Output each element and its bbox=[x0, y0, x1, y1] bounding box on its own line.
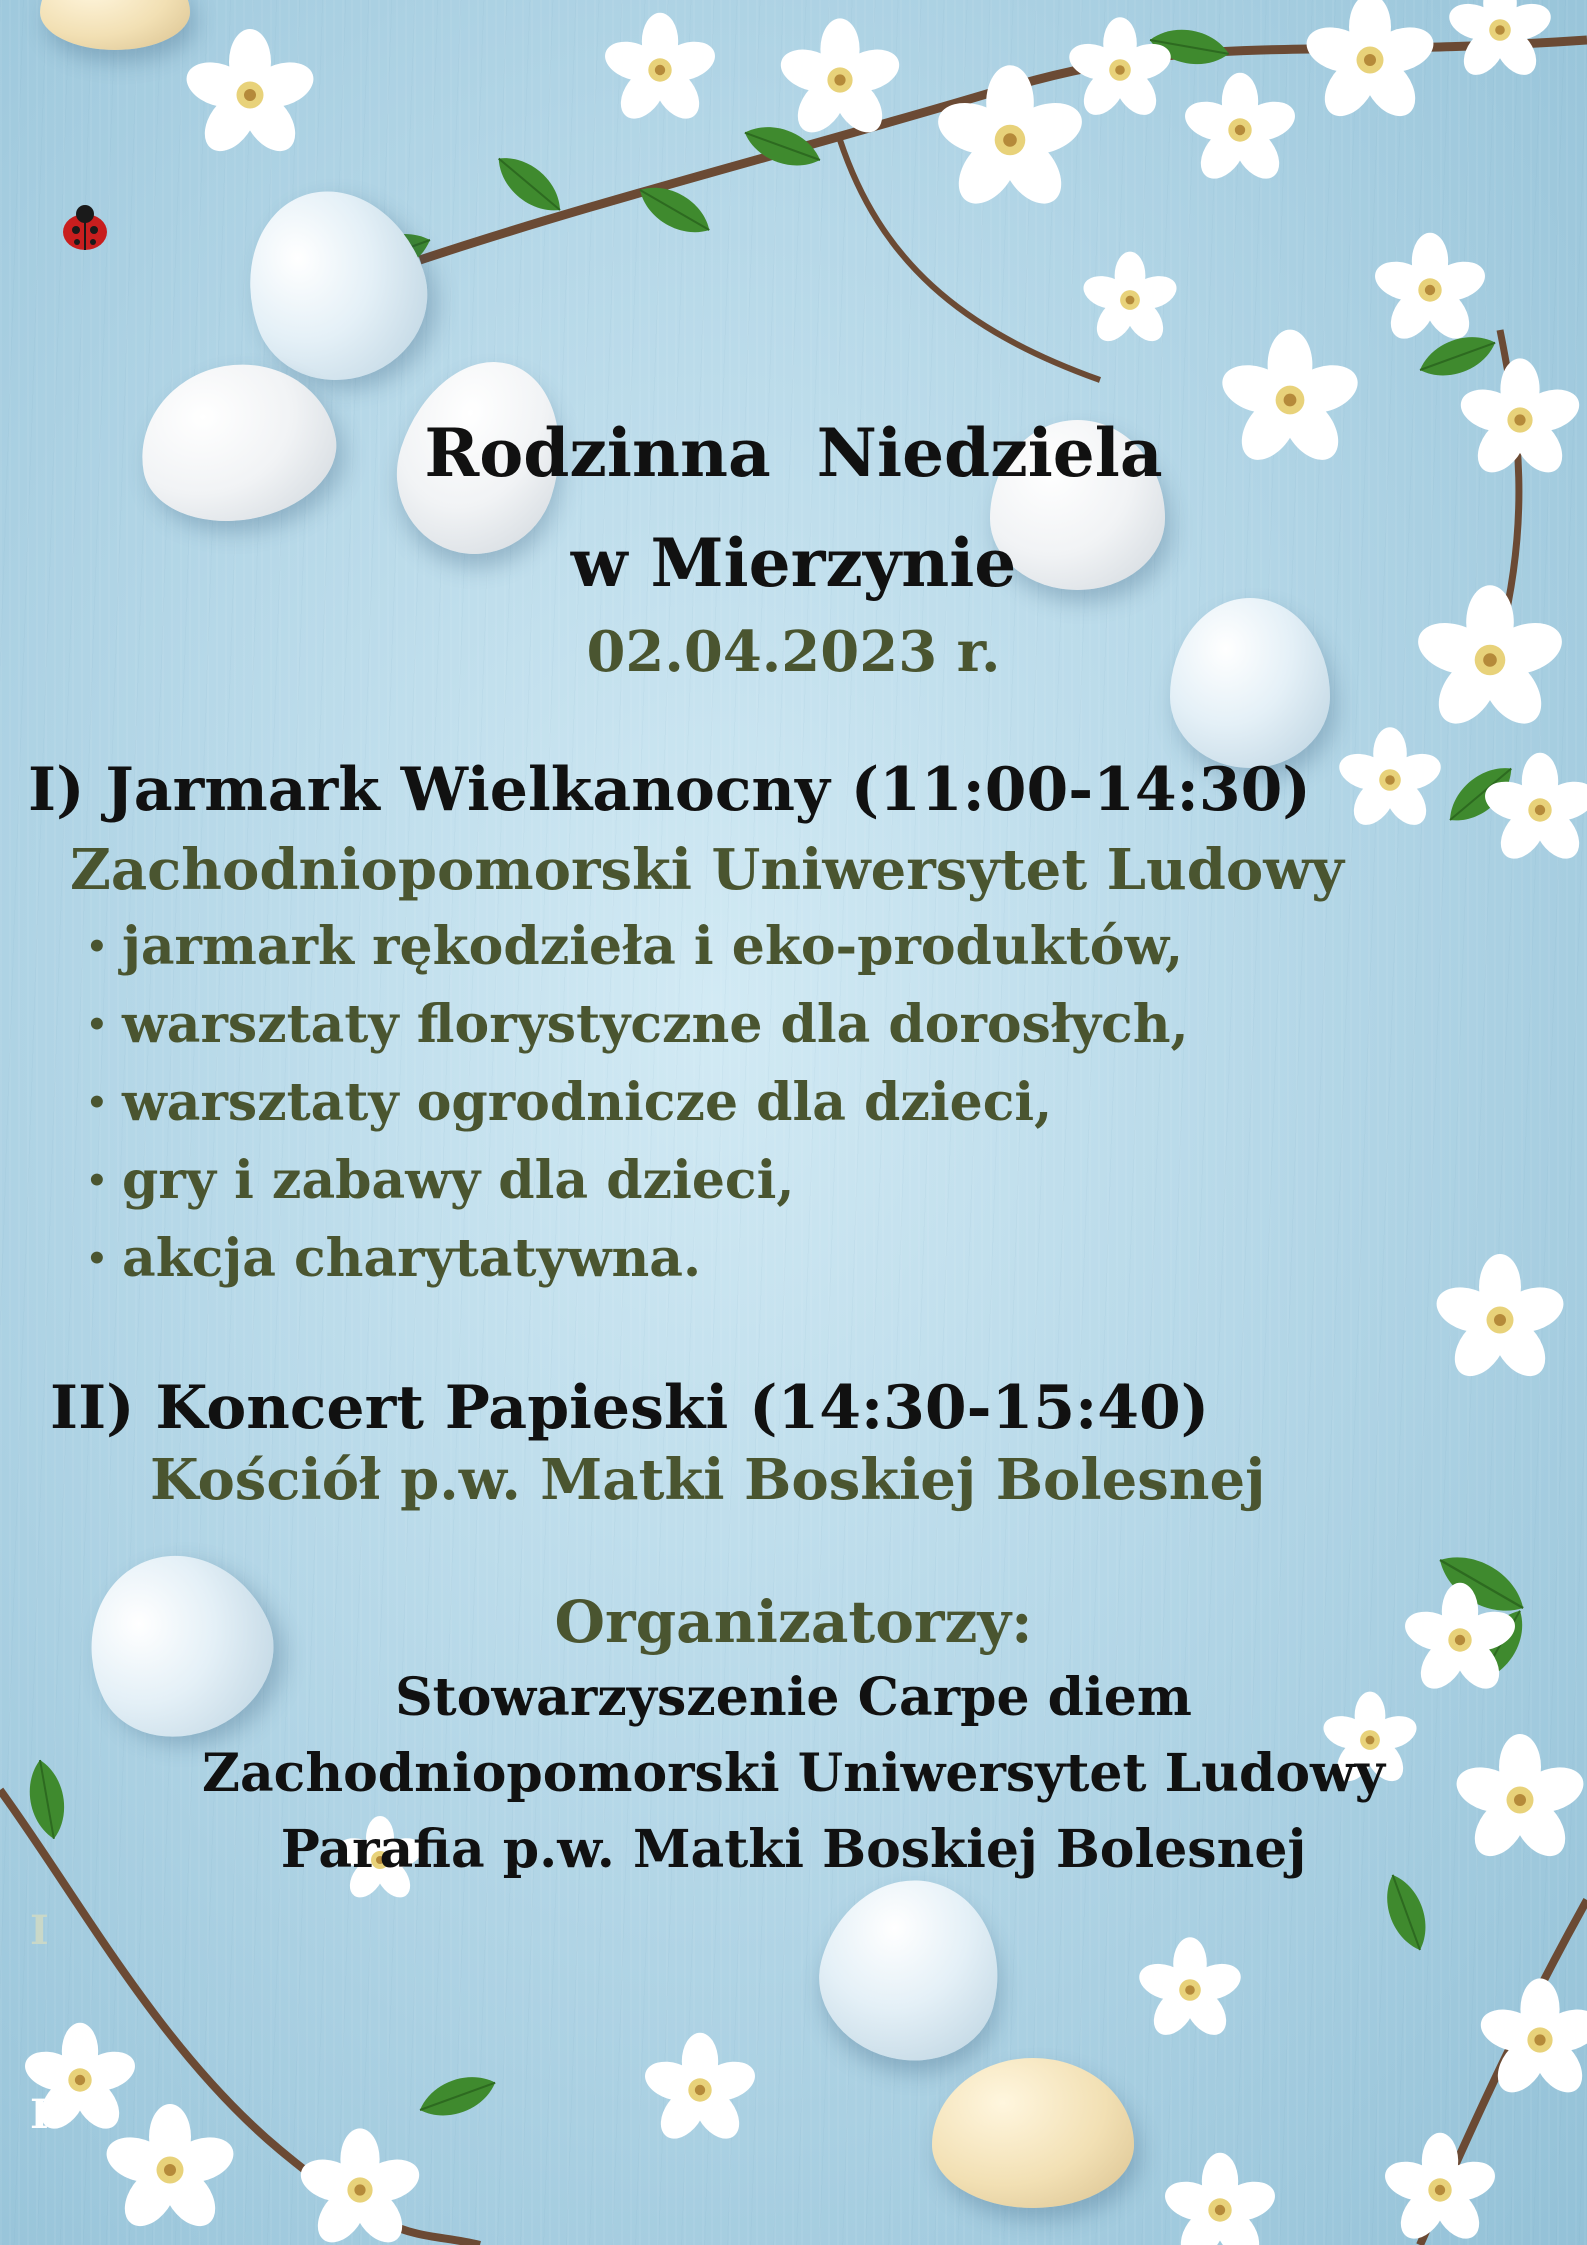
section1-venue: Zachodniopomorski Uniwersytet Ludowy bbox=[70, 837, 1344, 903]
organizer-line: Stowarzyszenie Carpe diem bbox=[395, 1667, 1192, 1728]
stray-mark: I bbox=[30, 1907, 49, 1954]
list-item: • warsztaty florystyczne dla dorosłych, bbox=[86, 994, 1189, 1055]
organizer-line: Zachodniopomorski Uniwersytet Ludowy bbox=[202, 1743, 1385, 1804]
organizers-heading: Organizatorzy: bbox=[554, 1588, 1033, 1656]
poster-title-line2: w Mierzynie bbox=[570, 524, 1017, 602]
list-item: • warsztaty ogrodnicze dla dzieci, bbox=[86, 1072, 1053, 1133]
section2-heading: II) Koncert Papieski (14:30-15:40) bbox=[50, 1373, 1210, 1443]
section1-heading: I) Jarmark Wielkanocny (11:00-14:30) bbox=[28, 755, 1311, 825]
poster-title-line1: Rodzinna Niedziela bbox=[424, 414, 1163, 492]
list-item: • akcja charytatywna. bbox=[86, 1228, 702, 1289]
event-date: 02.04.2023 r. bbox=[586, 619, 1001, 685]
ladybug-icon bbox=[63, 205, 107, 250]
stray-mark: I bbox=[30, 2091, 49, 2138]
section1-activity-list bbox=[86, 908, 1189, 1298]
list-item: • jarmark rękodzieła i eko-produktów, bbox=[86, 916, 1184, 977]
list-item: • gry i zabawy dla dzieci, bbox=[86, 1150, 795, 1211]
organizer-line: Parafia p.w. Matki Boskiej Bolesnej bbox=[280, 1819, 1307, 1880]
section2-venue: Kościół p.w. Matki Boskiej Bolesnej bbox=[150, 1447, 1266, 1513]
